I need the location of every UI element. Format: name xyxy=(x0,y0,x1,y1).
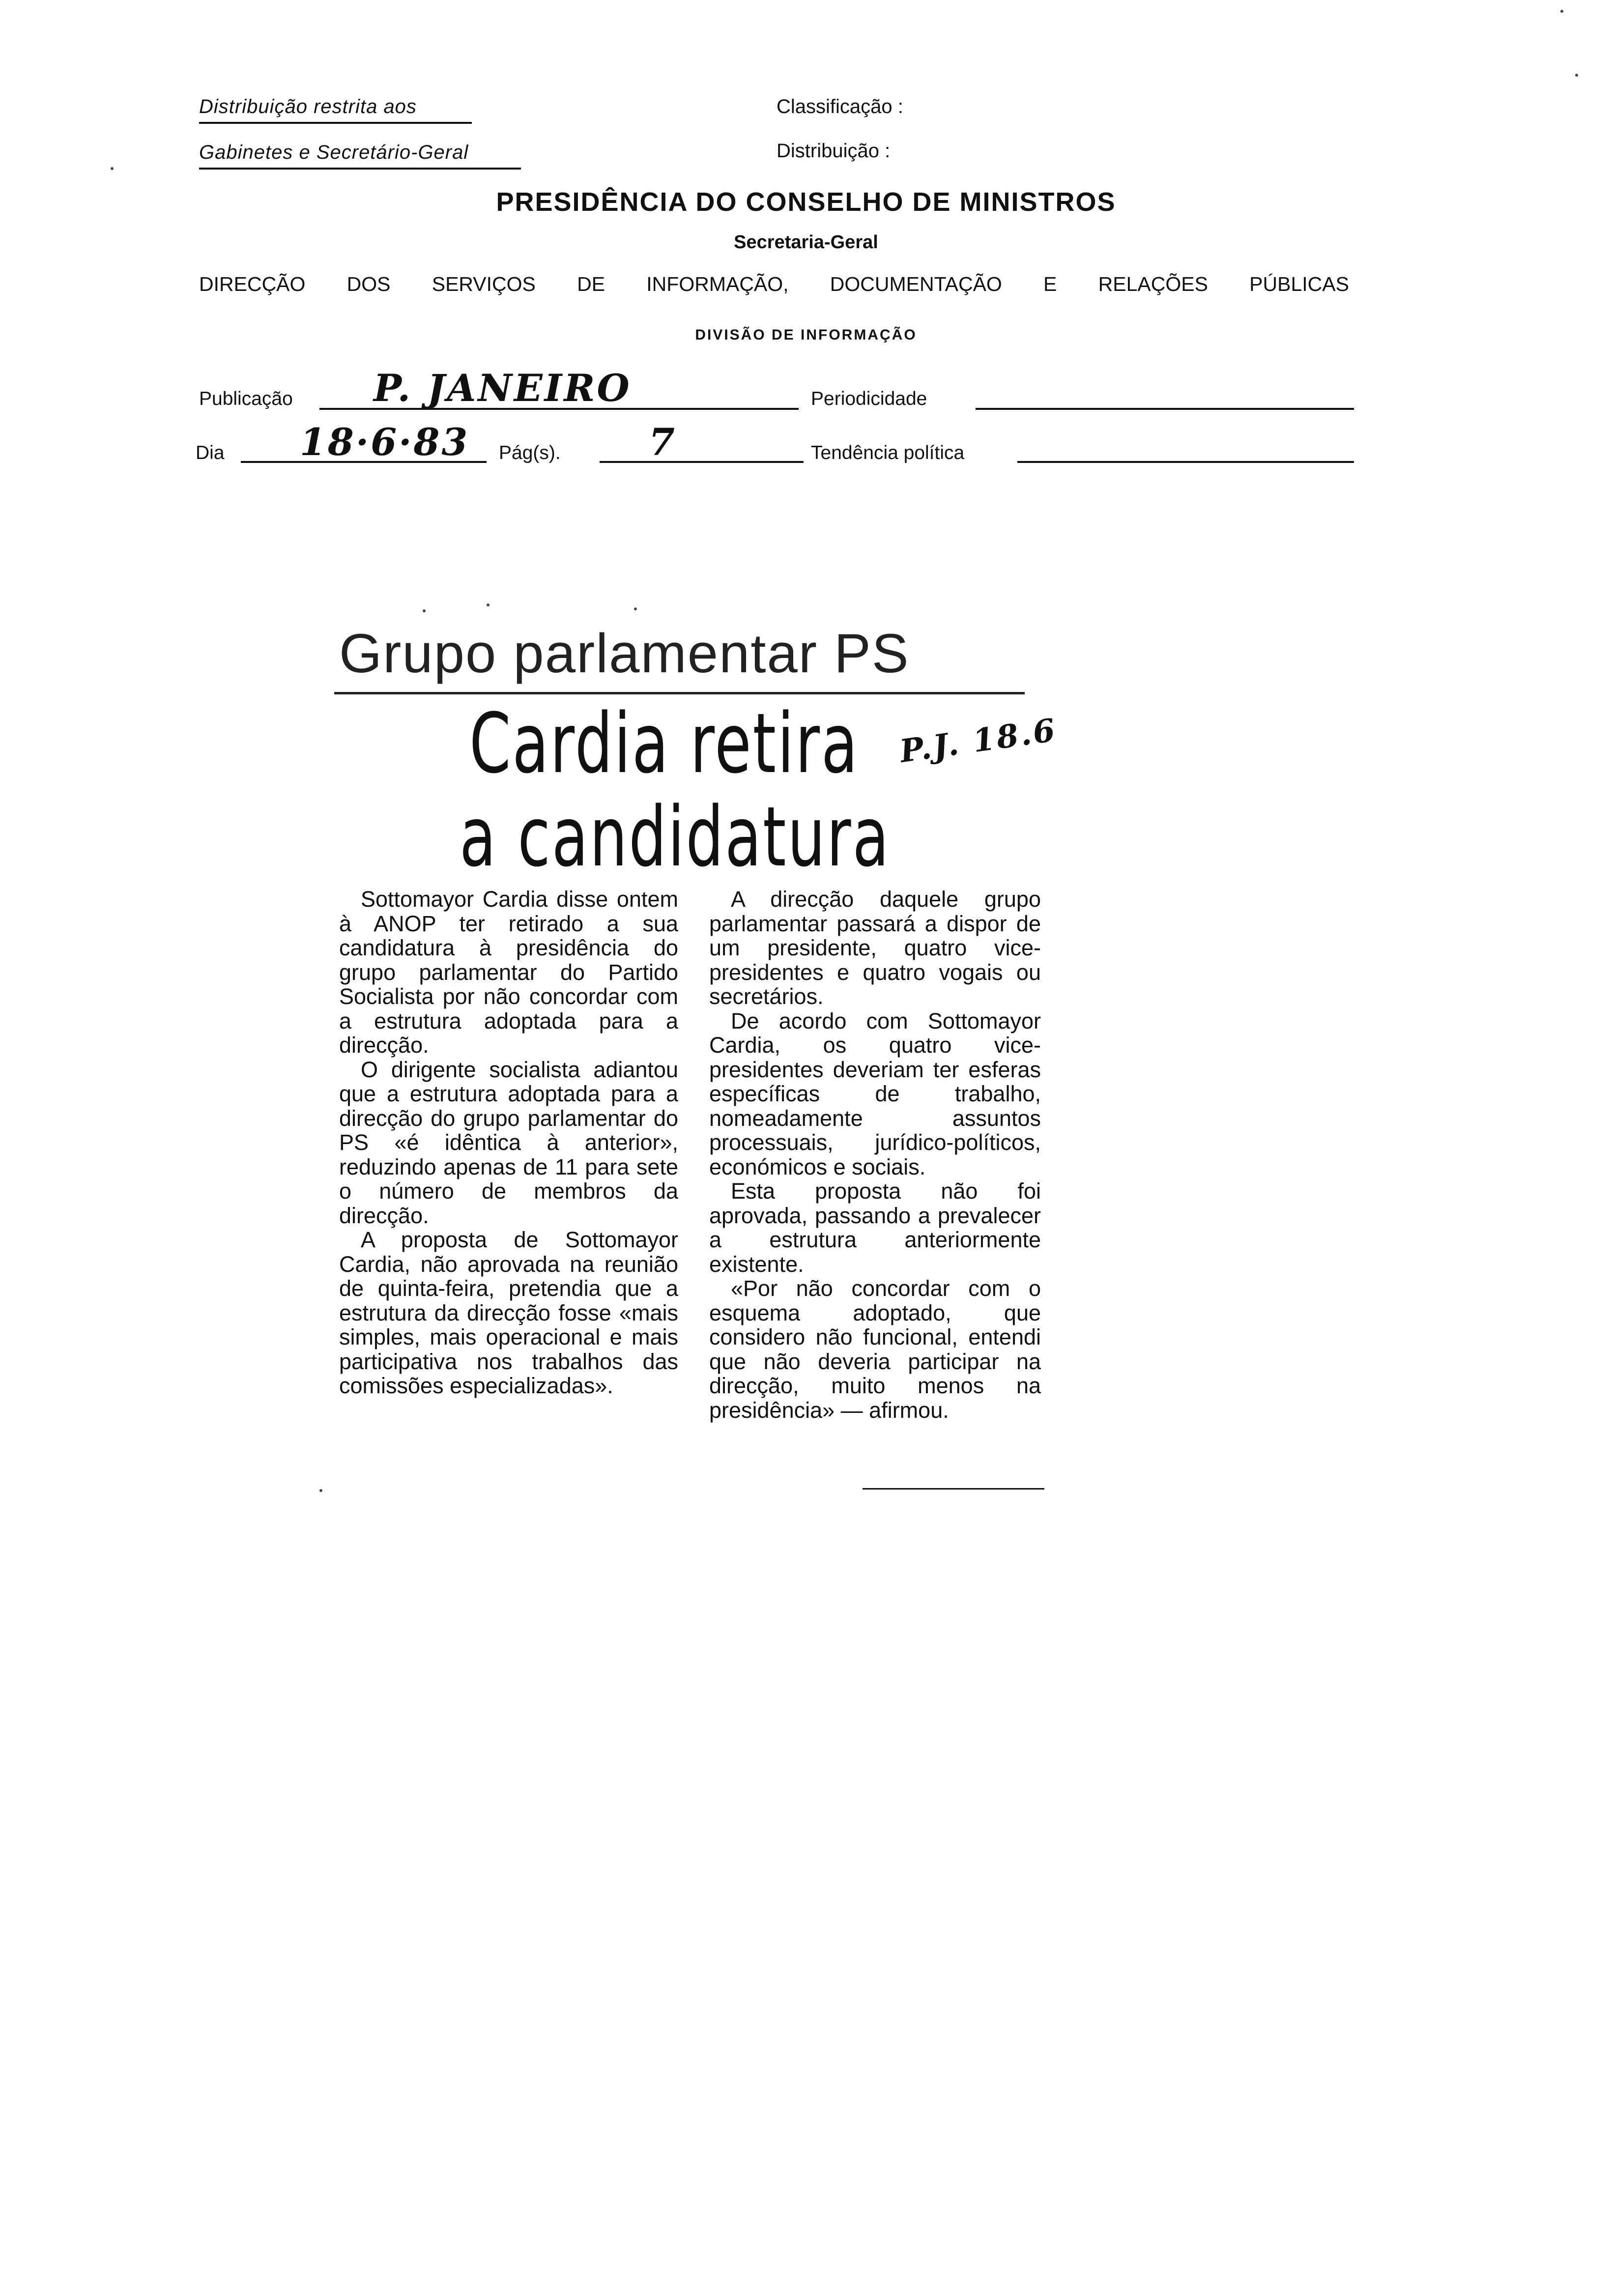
directorate-word: RELAÇÕES xyxy=(1098,273,1208,295)
scan-speck xyxy=(1575,74,1578,77)
distribution-restriction-line1: Distribuição restrita aos xyxy=(199,96,417,117)
handwritten-margin-note: P.J. 18.6 xyxy=(897,711,1060,771)
scan-speck xyxy=(111,167,114,170)
scan-speck xyxy=(487,603,489,606)
political-tendency-rule xyxy=(1017,461,1354,463)
directorate-word: E xyxy=(1043,273,1057,295)
division-title: DIVISÃO DE INFORMAÇÃO xyxy=(695,327,917,343)
publication-label: Publicação xyxy=(199,388,293,409)
periodicity-label: Periodicidade xyxy=(811,388,927,409)
distribution-label: Distribuição : xyxy=(777,140,891,162)
distribution-restriction-line2: Gabinetes e Secretário-Geral xyxy=(199,142,469,163)
secretariat-subtitle: Secretaria-Geral xyxy=(734,232,878,253)
article-end-rule xyxy=(863,1488,1044,1490)
day-label: Dia xyxy=(196,442,225,463)
kicker-underline xyxy=(334,692,1025,694)
distribution-underline-1 xyxy=(199,122,472,124)
article-right-column xyxy=(709,887,1041,1422)
article-paragraph: A direcção daquele grupo parlamentar passará a dispor de um presidente, quatro vice-presidentes e quatro vogais ou secretários. xyxy=(709,887,1041,1009)
classification-label: Classificação : xyxy=(777,96,903,117)
presidency-title: PRESIDÊNCIA DO CONSELHO DE MINISTROS xyxy=(496,187,1116,217)
directorate-word: INFORMAÇÃO, xyxy=(646,273,789,295)
headline-line-1: Cardia retira xyxy=(469,695,859,792)
article-paragraph: A proposta de Sottomayor Cardia, não aprovada na reunião de quinta-feira, pretendia que a estrutura da direcção fosse «mais simples, mais operacional e mais participativa nos trabalhos das comissões especializadas». xyxy=(339,1227,678,1398)
directorate-word: SERVIÇOS xyxy=(432,273,536,295)
article-paragraph: «Por não concordar com o esquema adoptado, que considero não funcional, entendi que não deveria participar na direcção, muito menos na presidência» — afirmou. xyxy=(709,1276,1041,1423)
scan-speck xyxy=(634,607,637,610)
periodicity-rule xyxy=(976,408,1354,410)
directorate-word: DE xyxy=(577,273,605,295)
directorate-line xyxy=(199,273,1349,296)
directorate-word: DIRECÇÃO xyxy=(199,273,306,295)
article-paragraph: O dirigente socialista adiantou que a estrutura adoptada para a direcção do grupo parlamentar do PS «é idêntica à anterior», reduzindo apenas de 11 para sete o número de membros da direcção. xyxy=(339,1057,678,1228)
day-handwritten-value: 18·6·83 xyxy=(300,420,470,464)
political-tendency-label: Tendência política xyxy=(811,442,965,463)
scan-speck xyxy=(1560,10,1563,13)
pages-label: Pág(s). xyxy=(499,442,561,463)
directorate-word: DOCUMENTAÇÃO xyxy=(830,273,1002,295)
pages-rule xyxy=(600,461,804,463)
article-paragraph: De acordo com Sottomayor Cardia, os quatro vice-presidentes deveriam ter esferas específicas de trabalho, nomeadamente assuntos processuais, jurídico-políticos, económicos e sociais. xyxy=(709,1008,1041,1179)
article-paragraph: Esta proposta não foi aprovada, passando a prevalecer a estrutura anteriormente existente. xyxy=(709,1178,1041,1277)
directorate-word: DOS xyxy=(346,273,391,295)
article-left-column xyxy=(339,887,678,1398)
headline-line-2: a candidatura xyxy=(460,789,891,885)
scan-speck xyxy=(423,609,426,612)
article-kicker: Grupo parlamentar PS xyxy=(339,623,910,684)
publication-handwritten-value: P. JANEIRO xyxy=(374,366,632,410)
directorate-word: PÚBLICAS xyxy=(1249,273,1349,295)
distribution-underline-2 xyxy=(199,168,521,170)
pages-handwritten-value: 7 xyxy=(649,420,677,464)
article-paragraph: Sottomayor Cardia disse ontem à ANOP ter retirado a sua candidatura à presidência do grupo parlamentar do Partido Socialista por não concordar com a estrutura adoptada para a direcção. xyxy=(339,887,678,1058)
scan-speck xyxy=(319,1489,322,1492)
